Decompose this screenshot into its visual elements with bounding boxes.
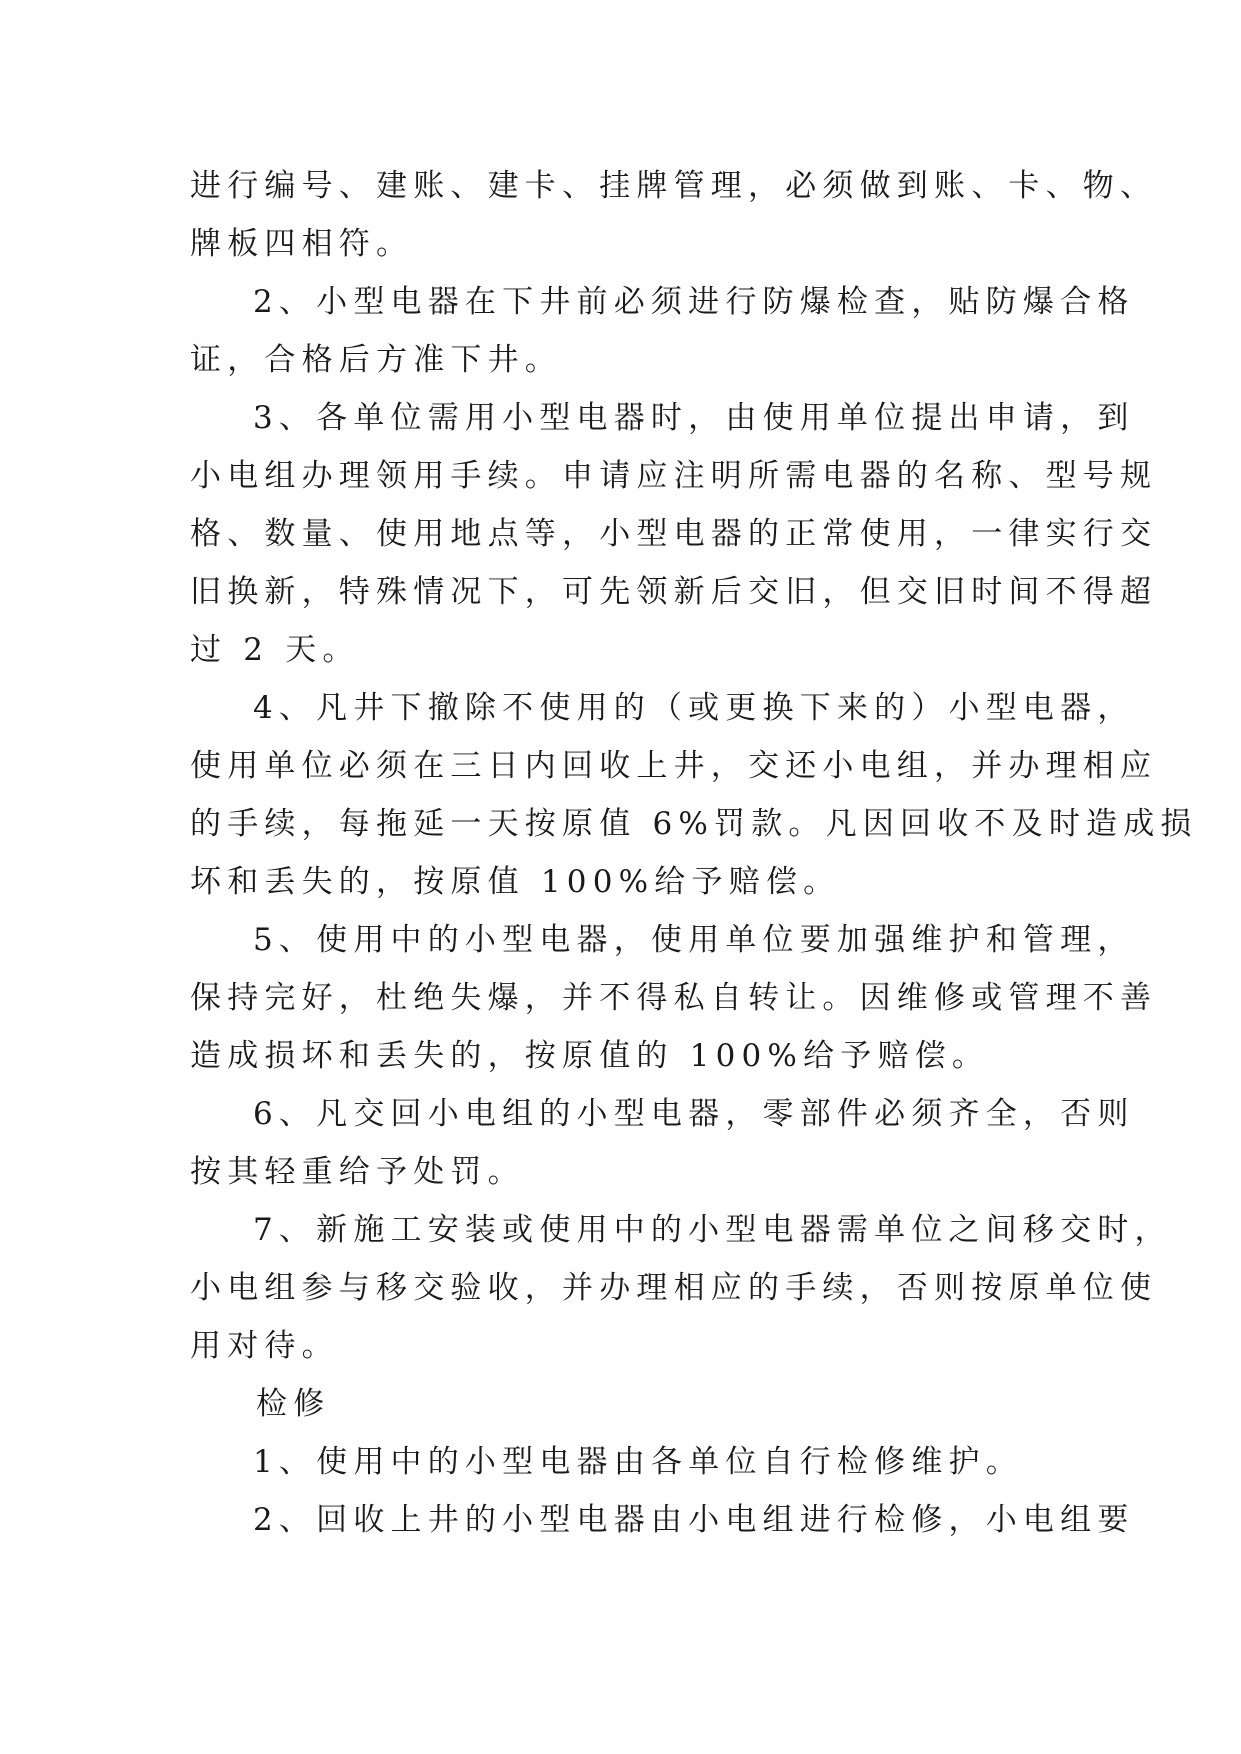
paragraph-line: 用对待。 — [190, 1328, 339, 1364]
paragraph-line: 进行编号、建账、建卡、挂牌管理，必须做到账、卡、物、 — [190, 168, 1158, 204]
paragraph-line: 格、数量、使用地点等，小型电器的正常使用，一律实行交 — [190, 516, 1158, 552]
paragraph-line: 4、凡井下撤除不使用的（或更换下来的）小型电器， — [253, 690, 1135, 726]
paragraph-line: 2、回收上井的小型电器由小电组进行检修，小电组要 — [253, 1502, 1135, 1538]
paragraph-line: 使用单位必须在三日内回收上井，交还小电组，并办理相应 — [190, 748, 1158, 784]
paragraph-line: 过 2 天。 — [190, 632, 360, 668]
paragraph-line: 7、新施工安装或使用中的小型电器需单位之间移交时， — [253, 1212, 1172, 1248]
paragraph-line: 按其轻重给予处罚。 — [190, 1154, 525, 1190]
paragraph-line: 小电组参与移交验收，并办理相应的手续，否则按原单位使 — [190, 1270, 1158, 1306]
paragraph-line: 证，合格后方准下井。 — [190, 342, 562, 378]
paragraph-line: 5、使用中的小型电器，使用单位要加强维护和管理， — [253, 922, 1135, 958]
paragraph-line: 3、各单位需用小型电器时，由使用单位提出申请，到 — [253, 400, 1135, 436]
paragraph-line: 牌板四相符。 — [190, 226, 414, 262]
paragraph-line: 造成损坏和丢失的，按原值的 100%给予赔偿。 — [190, 1038, 990, 1074]
paragraph-line: 旧换新，特殊情况下，可先领新后交旧，但交旧时间不得超 — [190, 574, 1158, 610]
paragraph-line: 6、凡交回小电组的小型电器，零部件必须齐全，否则 — [253, 1096, 1135, 1132]
paragraph-line: 小电组办理领用手续。申请应注明所需电器的名称、型号规 — [190, 458, 1158, 494]
section-heading: 检修 — [256, 1386, 331, 1422]
paragraph-line: 2、小型电器在下井前必须进行防爆检查，贴防爆合格 — [253, 284, 1135, 320]
paragraph-line: 1、使用中的小型电器由各单位自行检修维护。 — [253, 1444, 1023, 1480]
paragraph-line: 坏和丢失的，按原值 100%给予赔偿。 — [190, 864, 841, 900]
paragraph-line: 保持完好，杜绝失爆，并不得私自转让。因维修或管理不善 — [190, 980, 1158, 1016]
paragraph-line: 的手续，每拖延一天按原值 6%罚款。凡因回收不及时造成损 — [190, 806, 1198, 842]
